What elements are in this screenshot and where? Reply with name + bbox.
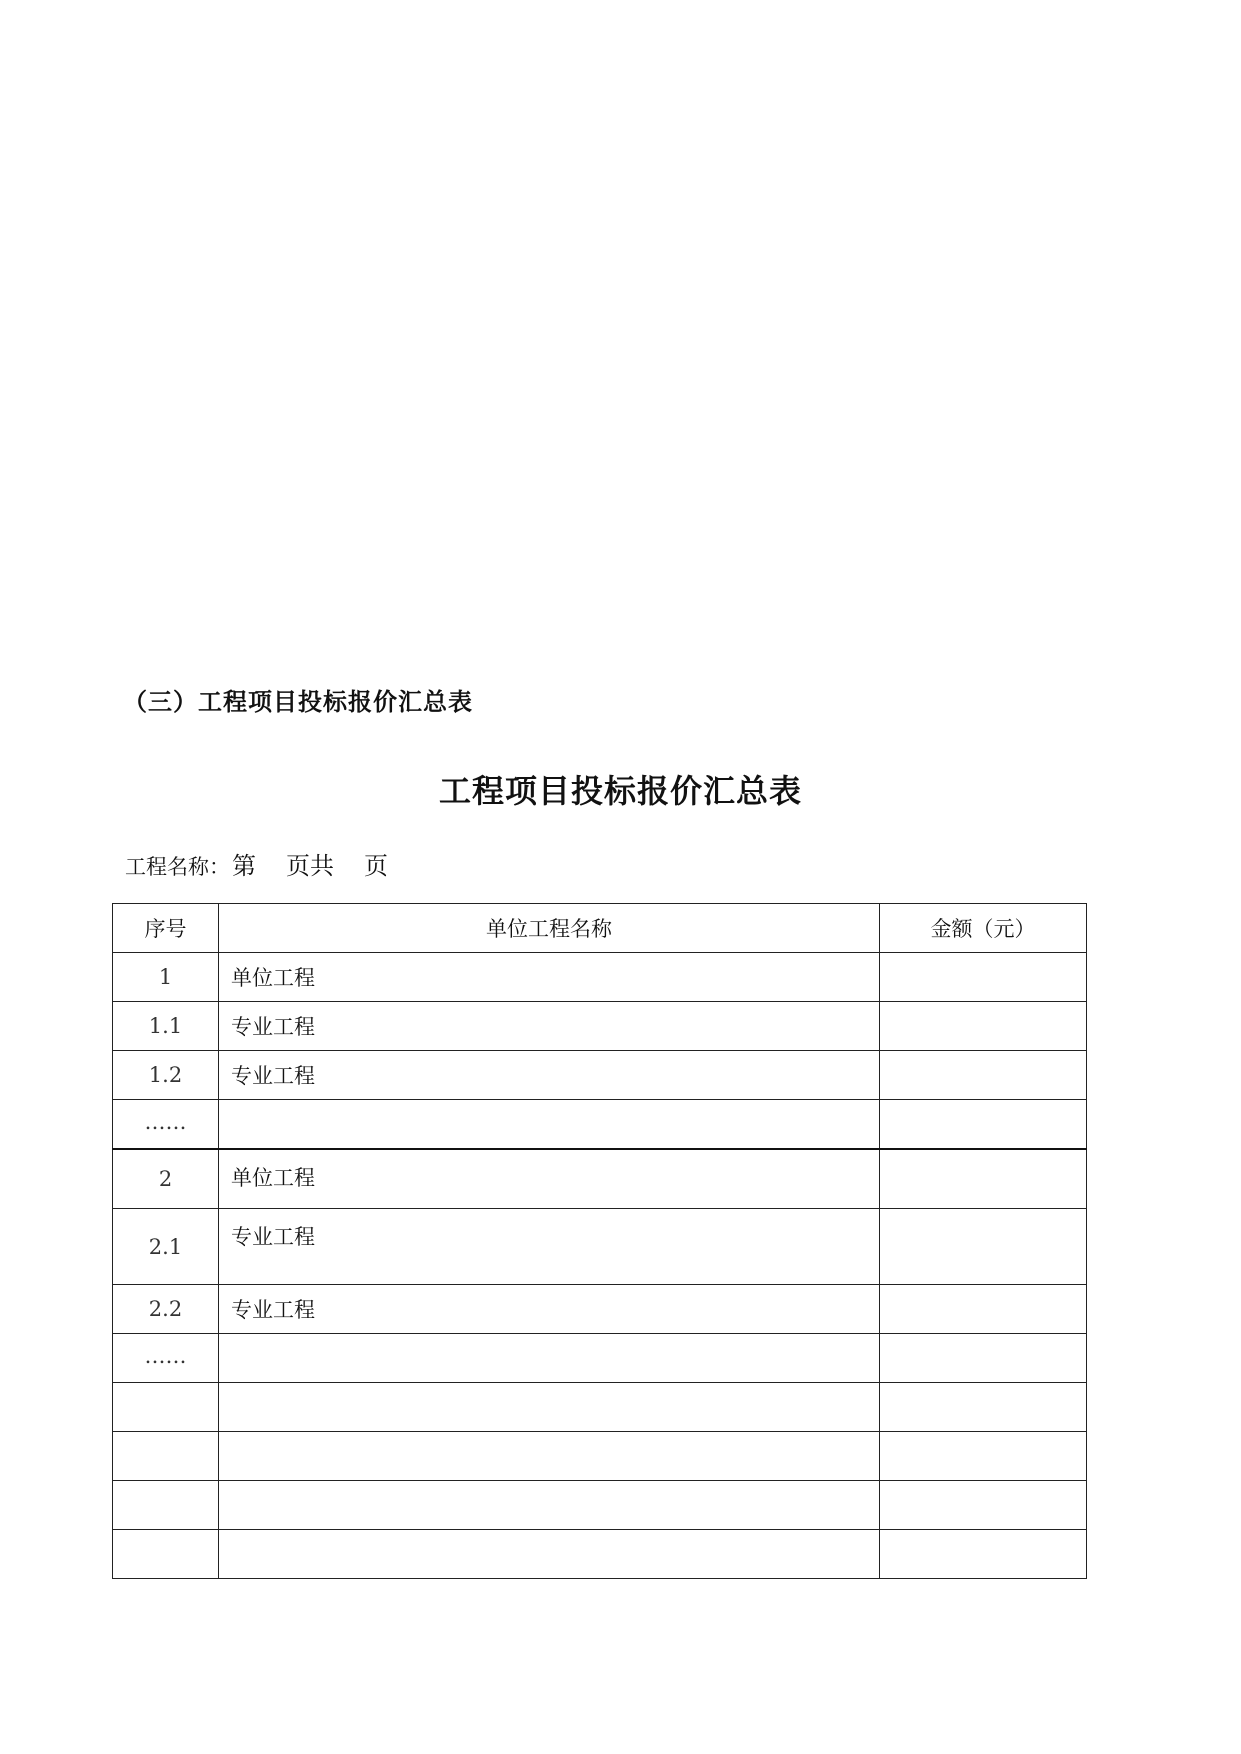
table-row bbox=[113, 1285, 1087, 1334]
row-seq bbox=[113, 1383, 219, 1432]
row-unit-name bbox=[219, 1432, 880, 1481]
row-amount bbox=[880, 1100, 1087, 1149]
row-amount bbox=[880, 1383, 1087, 1432]
row-unit-name bbox=[219, 1383, 880, 1432]
row-amount bbox=[880, 1481, 1087, 1530]
table-row bbox=[113, 1432, 1087, 1481]
section-heading: （三）工程项目投标报价汇总表 bbox=[123, 687, 473, 716]
row-seq: 1.1 bbox=[113, 1002, 219, 1051]
row-unit-name bbox=[219, 1530, 880, 1579]
row-amount bbox=[880, 1285, 1087, 1334]
row-amount bbox=[880, 1002, 1087, 1051]
row-unit-name: 专业工程 bbox=[219, 1285, 880, 1334]
row-seq: 2.1 bbox=[113, 1209, 219, 1285]
row-amount bbox=[880, 1530, 1087, 1579]
project-name-label: 工程名称： bbox=[125, 855, 230, 879]
table-row bbox=[113, 1334, 1087, 1383]
row-seq: …… bbox=[113, 1334, 219, 1383]
row-seq: 1 bbox=[113, 953, 219, 1002]
table-row bbox=[113, 1149, 1087, 1209]
row-seq bbox=[113, 1481, 219, 1530]
row-seq: 1.2 bbox=[113, 1051, 219, 1100]
header-amount: 金额（元） bbox=[880, 904, 1087, 953]
row-unit-name: 单位工程 bbox=[219, 1149, 880, 1209]
row-seq: 2.2 bbox=[113, 1285, 219, 1334]
project-name-line bbox=[125, 846, 388, 881]
row-unit-name: 单位工程 bbox=[219, 953, 880, 1002]
document-title: 工程项目投标报价汇总表 bbox=[438, 772, 802, 810]
table-row bbox=[113, 1209, 1087, 1285]
table-row bbox=[113, 1100, 1087, 1149]
row-unit-name: 专业工程 bbox=[219, 1209, 880, 1285]
row-amount bbox=[880, 1051, 1087, 1100]
table-header-row bbox=[113, 904, 1087, 953]
table-row bbox=[113, 1051, 1087, 1100]
table-row bbox=[113, 1530, 1087, 1579]
row-seq: …… bbox=[113, 1100, 219, 1149]
table-row bbox=[113, 953, 1087, 1002]
bid-summary-table bbox=[112, 903, 1087, 1579]
row-amount bbox=[880, 1149, 1087, 1209]
row-unit-name bbox=[219, 1100, 880, 1149]
row-unit-name: 专业工程 bbox=[219, 1002, 880, 1051]
row-unit-name bbox=[219, 1334, 880, 1383]
row-unit-name: 专业工程 bbox=[219, 1051, 880, 1100]
table-row bbox=[113, 1481, 1087, 1530]
row-amount bbox=[880, 1334, 1087, 1383]
header-unit-name: 单位工程名称 bbox=[219, 904, 880, 953]
row-unit-name bbox=[219, 1481, 880, 1530]
table-row bbox=[113, 1002, 1087, 1051]
row-amount bbox=[880, 1209, 1087, 1285]
page-total-label: 页共 bbox=[286, 852, 334, 880]
header-seq: 序号 bbox=[113, 904, 219, 953]
row-seq bbox=[113, 1432, 219, 1481]
table-row bbox=[113, 1383, 1087, 1432]
page-unit-label: 页 bbox=[364, 852, 388, 880]
row-seq bbox=[113, 1530, 219, 1579]
row-amount bbox=[880, 1432, 1087, 1481]
row-amount bbox=[880, 953, 1087, 1002]
page-of-label: 第 bbox=[232, 852, 256, 880]
row-seq: 2 bbox=[113, 1149, 219, 1209]
